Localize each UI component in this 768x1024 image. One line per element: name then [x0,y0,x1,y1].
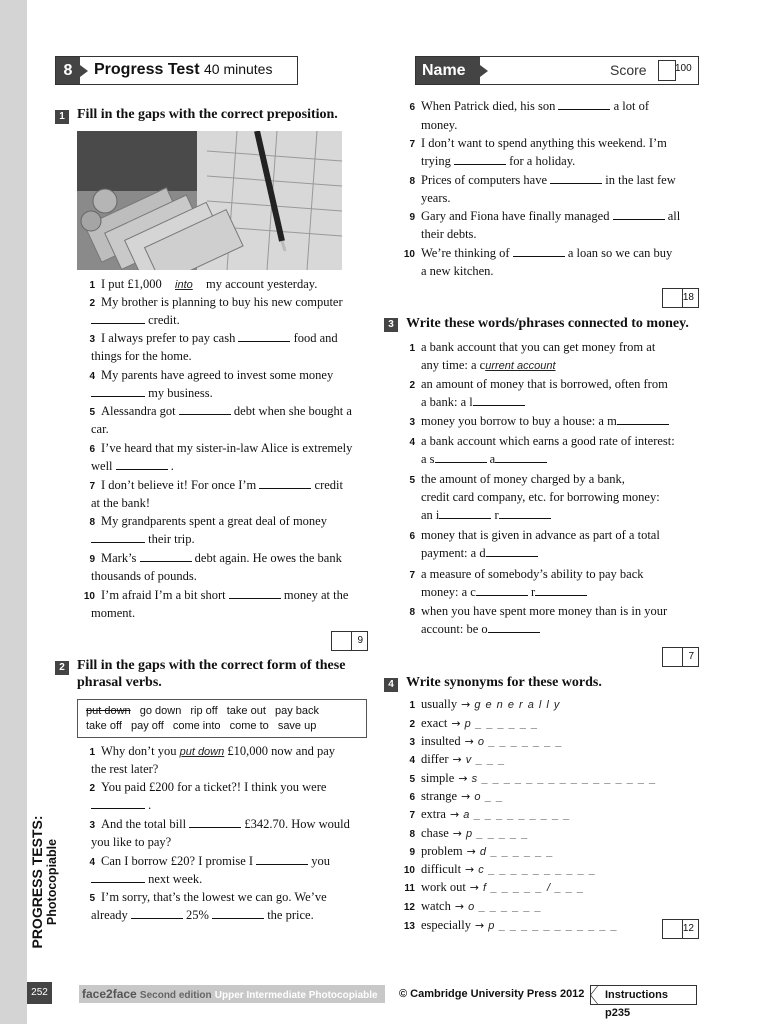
money-photo [77,131,342,270]
answer-blank[interactable] [476,585,528,596]
list-item: 7 a measure of somebody’s ability to pay back [409,567,644,581]
list-item-cont: any time: a current account [421,358,556,372]
answer-blank[interactable] [488,622,540,633]
answer-field[interactable]: p _ _ _ _ _ [465,828,529,840]
answer-field[interactable]: d _ _ _ _ _ _ [479,846,555,858]
answer-blank[interactable] [91,313,145,324]
list-item: 10 difficult → c _ _ _ _ _ _ _ _ _ _ [403,862,597,876]
score-input[interactable] [663,920,683,938]
section2-heading-line2: phrasal verbs. [77,675,162,690]
answer-field[interactable]: f _ _ _ _ _ / _ _ _ [483,882,585,894]
word-row [86,719,358,734]
section3-heading: Write these words/phrases connected to money. [406,316,689,331]
answer-field[interactable]: p _ _ _ _ _ _ [464,718,539,730]
side-strip [0,0,27,1024]
list-item: 8 My grandparents spent a great deal of money [89,514,327,528]
name-label: Name [416,57,480,84]
test-header [55,56,298,85]
list-item-cont: their trip. [91,532,195,547]
list-item-cont: trying for a holiday. [421,154,576,168]
list-item: 4 a bank account which earns a good rate of interest: [409,434,675,448]
score-value: 18 [682,292,694,303]
section1-number: 1 [55,110,69,124]
title-text: Progress Test [94,61,200,78]
list-item: 2 exact → p _ _ _ _ _ _ [409,716,539,730]
list-item: 3 insulted → o _ _ _ _ _ _ _ [409,734,564,748]
word-item: come into [172,720,221,732]
brand-name: face2face [82,987,137,1001]
list-item: 11 work out → f _ _ _ _ _ / _ _ _ [404,880,585,894]
list-item-cont: next week. [91,872,202,887]
list-item: 2 an amount of money that is borrowed, often from [409,377,668,391]
answer-blank[interactable] [189,817,241,828]
answer-blank[interactable] [91,872,145,883]
list-item: 4 Can I borrow £20? I promise I you [89,854,331,868]
list-item-cont: well . [91,459,174,473]
answer-blank[interactable] [535,585,587,596]
arrow-icon: → [466,845,476,858]
list-item: 2 You paid £200 for a ticket?! I think you were [89,780,327,794]
list-item-cont: years. [421,191,451,205]
score-input[interactable] [332,632,352,650]
answer-blank[interactable] [435,452,487,463]
list-item: 9 Gary and Fiona have finally managed all [409,209,681,223]
list-item-cont: a new kitchen. [421,264,494,278]
list-item-cont: credit card company, etc. for borrowing money: [421,490,660,504]
answer-blank[interactable] [499,508,551,519]
answer-field[interactable]: o _ _ _ _ _ _ _ [477,736,564,748]
list-item-cont: my business. [91,386,213,401]
answer-blank[interactable] [256,854,308,865]
section4-number: 4 [384,678,398,692]
word-item: go down [139,705,182,717]
phrasal-verb-box [77,699,367,738]
score-value: 9 [357,635,363,646]
section3-number: 3 [384,318,398,332]
answer-blank[interactable] [439,508,491,519]
list-item: 1 I put £1,000 into my account yesterday. [89,277,318,291]
list-item-cont: things for the home. [91,349,192,363]
list-item-cont: money: a c r [421,585,587,600]
list-item: 10 I’m afraid I’m a bit short money at the [83,588,349,602]
money-photo-illustration [77,131,342,270]
level: Upper Intermediate Photocopiable [214,990,378,1001]
answer-blank[interactable] [116,459,168,470]
word-row [86,704,358,719]
answer-blank[interactable] [131,908,183,919]
list-item-cont: an i r [421,508,551,523]
answer-blank[interactable] [91,798,145,809]
score-value: 7 [688,651,694,662]
answer-field[interactable]: c _ _ _ _ _ _ _ _ _ _ [478,864,597,876]
list-item: 7 I don’t want to spend anything this weekend. I’m [409,136,667,150]
copyright: © Cambridge University Press 2012 [399,988,585,1000]
answer-field[interactable]: urrent account [485,360,556,372]
edition: Second edition [139,990,212,1001]
list-item: 6 When Patrick died, his son a lot of [409,99,650,113]
answer-blank[interactable] [238,331,290,342]
list-item-cont: you like to pay? [91,835,172,849]
score-input[interactable] [663,648,683,666]
list-item: 4 My parents have agreed to invest some money [89,368,334,382]
test-number: 8 [56,57,80,84]
arrow-icon: → [452,827,462,840]
list-item-cont: thousands of pounds. [91,569,197,583]
list-item: 6 I’ve heard that my sister-in-law Alice is extremely [89,441,353,455]
answer-blank[interactable] [613,209,665,220]
score-value: 12 [682,923,694,934]
list-item: 7 extra → a _ _ _ _ _ _ _ _ _ [409,807,571,821]
list-item: 1 a bank account that you can get money from at [409,340,656,354]
list-item-cont: already 25% the price. [91,908,314,922]
list-item: 5 the amount of money charged by a bank, [409,472,625,486]
word-item: take off [86,720,122,732]
duration: 40 minutes [203,61,273,77]
score-input[interactable] [663,289,683,307]
word-item: take out [226,705,266,717]
word-item: pay off [130,720,164,732]
name-score-header [415,56,699,85]
list-item: 2 My brother is planning to buy his new computer [89,295,343,309]
answer-blank[interactable] [229,588,281,599]
list-item: 4 differ → v _ _ _ [409,752,506,766]
list-item: 5 simple → s _ _ _ _ _ _ _ _ _ _ _ _ _ _ _ _ [409,771,657,785]
list-item: 5 I’m sorry, that’s the lowest we can go. We’ve [89,890,327,904]
answer-blank[interactable] [259,478,311,489]
answer-field[interactable]: g e n e r a l l y [474,699,561,711]
list-item-cont: credit. [91,313,180,328]
section1-part1-score-box [331,631,368,651]
word-item: pay back [274,705,319,717]
list-item-cont: moment. [91,606,136,620]
list-item: 1 usually → g e n e r a l l y [409,697,561,711]
instructions-link[interactable]: Instructions p235 [590,985,697,1005]
answer-blank[interactable] [617,414,669,425]
list-item-cont: at the bank! [91,496,151,510]
answer-blank[interactable] [140,551,192,562]
side-label-line1: PROGRESS TESTS: [29,815,45,949]
answer-blank[interactable] [454,154,506,165]
test-title [94,61,272,79]
list-item: 1 Why don’t you put down £10,000 now and pay [89,744,335,758]
answer-field[interactable]: a _ _ _ _ _ _ _ _ _ [463,809,571,821]
word-item: come to [229,720,269,732]
arrow-icon: → [465,863,475,876]
arrow-icon: → [461,698,471,711]
answer-blank[interactable] [495,452,547,463]
word-item: rip off [190,705,218,717]
arrow-icon: → [451,717,461,730]
list-item-cont: their debts. [421,227,477,241]
list-item: 5 Alessandra got debt when she bought a [89,404,352,418]
answer-blank[interactable] [91,386,145,397]
score-input-box[interactable] [658,60,676,81]
arrow-icon: → [469,881,480,894]
list-item-cont: a s a [421,452,547,467]
list-item: 8 Prices of computers have in the last few [409,173,676,187]
list-item-cont: the rest later? [91,762,159,776]
answer-field[interactable]: p _ _ _ _ _ _ _ _ _ _ _ [488,920,619,932]
list-item: 3 money you borrow to buy a house: a m [397,414,669,430]
arrow-icon: → [454,900,465,913]
list-item-cont: account: be o [421,622,540,637]
answer-field[interactable]: s _ _ _ _ _ _ _ _ _ _ _ _ _ _ _ _ [471,773,657,785]
section4-score-box [662,919,699,939]
answer-blank[interactable] [558,99,610,110]
list-item: 6 money that is given in advance as part of a total [409,528,660,542]
answer-field[interactable]: o _ _ _ _ _ _ [468,901,543,913]
section2-number: 2 [55,661,69,675]
answer-blank[interactable] [550,173,602,184]
answer-blank[interactable] [212,908,264,919]
list-item: 3 I always prefer to pay cash food and [89,331,338,345]
list-item: 12 watch → o _ _ _ _ _ _ [403,899,543,913]
list-item: 10 We’re thinking of a loan so we can buy [403,246,673,260]
answer-field[interactable]: o _ _ [474,791,504,803]
section1-score-box [662,288,699,308]
answer-field[interactable]: put down [179,746,225,758]
arrow-icon: → [474,919,485,932]
list-item: 8 when you have spent more money than is in your [409,604,668,618]
score-total: 100 [675,63,692,74]
section2-heading-line1: Fill in the gaps with the correct form of these [77,658,346,673]
list-item: 7 I don’t believe it! For once I’m credit [89,478,343,492]
word-item: save up [277,720,317,732]
answer-blank[interactable] [91,532,145,543]
list-item-cont: car. [91,422,109,436]
page-number: 252 [27,982,52,1004]
side-label-line2: Photocopiable [45,838,59,926]
arrow-icon: → [464,735,474,748]
footer-brand-bar [79,985,385,1003]
list-item: 13 especially → p _ _ _ _ _ _ _ _ _ _ _ [403,918,619,932]
side-label [30,802,70,962]
list-item-cont: money. [421,118,458,132]
list-item-cont: payment: a d [421,546,538,561]
list-item: 6 strange → o _ _ [409,789,504,803]
answer-blank[interactable] [486,546,538,557]
section3-score-box [662,647,699,667]
list-item: 8 chase → p _ _ _ _ _ [409,826,529,840]
score-label: Score [610,62,647,78]
section1-heading: Fill in the gaps with the correct preposition. [77,107,338,122]
list-item: 3 And the total bill £342.70. How would [89,817,350,831]
arrow-icon: → [452,753,462,766]
list-item: 9 problem → d _ _ _ _ _ _ [409,844,555,858]
list-item-cont: . [91,798,151,813]
answer-field[interactable]: v _ _ _ [465,754,506,766]
section4-heading: Write synonyms for these words. [406,675,602,690]
word-item: put down [86,705,131,717]
list-item: 9 Mark’s debt again. He owes the bank [89,551,342,565]
arrow-icon: → [461,790,471,803]
arrow-icon: → [449,808,460,821]
arrow-icon: → [458,772,468,785]
answer-blank[interactable] [179,404,231,415]
list-item-cont: a bank: a l [421,395,525,410]
answer-field[interactable]: into [175,279,193,291]
answer-blank[interactable] [473,395,525,406]
answer-blank[interactable] [513,246,565,257]
